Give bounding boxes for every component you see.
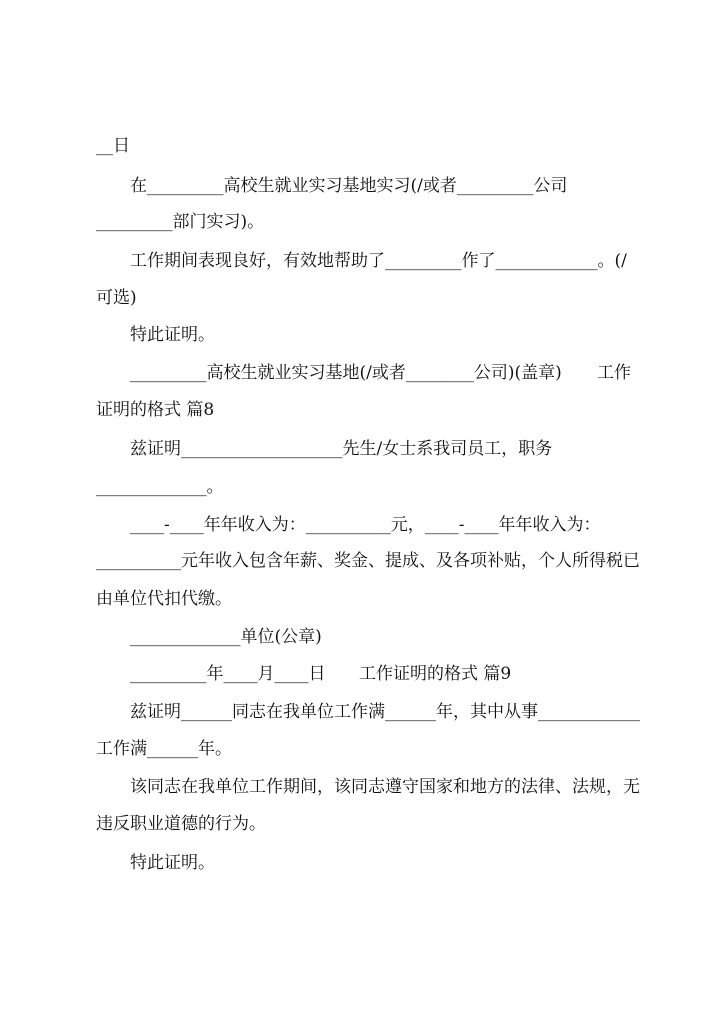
line-text: _________高校生就业实习基地(/或者________公司)(盖章) (130, 363, 562, 383)
text-line (0, 171, 720, 201)
line-text: _________年____月____日 (130, 664, 326, 684)
line-text-right: 工作 (597, 363, 631, 383)
line-text: 特此证明。 (130, 853, 215, 873)
line-text: 工作满______年。 (96, 739, 232, 759)
text-line (0, 131, 720, 161)
line-text: __日 (96, 136, 130, 156)
line-text: 该同志在我单位工作期间，该同志遵守国家和地方的法律、法规，无 (130, 777, 640, 797)
text-line (0, 659, 720, 689)
text-line (0, 246, 720, 276)
line-text: 违反职业道德的行为。 (96, 814, 266, 834)
line-text: 工作期间表现良好，有效地帮助了_________作了____________。(/ (130, 251, 627, 271)
text-line (0, 584, 720, 614)
text-line (0, 283, 720, 313)
line-text: ____-____年年收入为：__________元，____-____年年收入为： (130, 515, 601, 535)
line-text: _____________单位(公章) (130, 627, 322, 647)
text-line (0, 510, 720, 540)
text-line (0, 320, 720, 350)
line-text: 兹证明___________________先生/女士系我司员工，职务 (130, 439, 553, 459)
section-heading: 工作证明的格式 篇9 (359, 664, 512, 684)
line-text: 由单位代扣代缴。 (96, 589, 232, 609)
text-line (0, 848, 720, 878)
line-text: 可选) (96, 288, 137, 308)
text-line (0, 472, 720, 502)
section-heading: 证明的格式 篇8 (96, 400, 215, 420)
text-line (0, 734, 720, 764)
text-line (0, 546, 720, 576)
line-text: 在_________高校生就业实习基地实习(/或者_________公司 (130, 176, 568, 196)
line-text: __________元年收入包含年薪、奖金、提成、及各项补贴，个人所得税已 (96, 551, 640, 571)
text-line (0, 395, 720, 425)
line-text: 兹证明______同志在我单位工作满______年，其中从事____________ (130, 702, 640, 722)
text-line (0, 434, 720, 464)
line-text: _________部门实习)。 (96, 212, 265, 232)
text-line (0, 358, 720, 388)
line-text: 特此证明。 (130, 325, 215, 345)
text-line (0, 697, 720, 727)
text-line (0, 772, 720, 802)
line-text: _____________。 (96, 477, 224, 497)
text-line (0, 622, 720, 652)
text-line (0, 809, 720, 839)
text-line (0, 207, 720, 237)
